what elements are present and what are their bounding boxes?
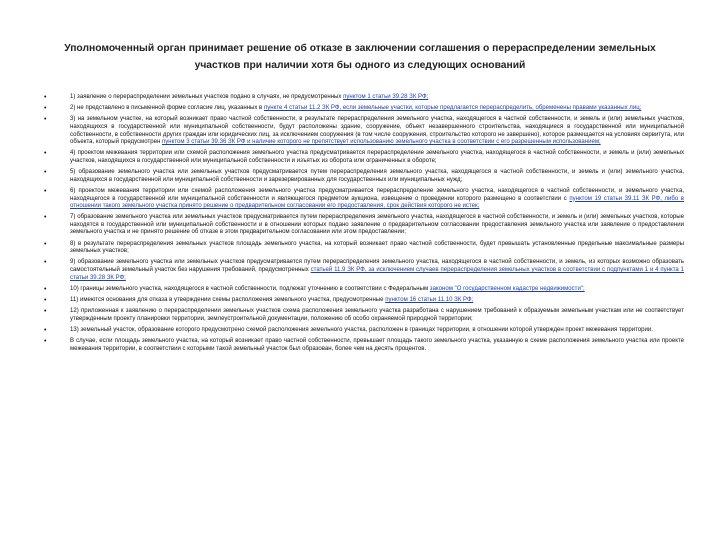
item-text: 13) земельный участок, образование которого предусмотрено схемой расположения земельного участка, расположен в границах территории, в отношении которой утвержден проект межевания территории. (70, 326, 653, 333)
item-text: 9) образование земельного участка или земельных участков предусматривается путем перераспределения земельного участка, находящегося в частной собственности, и земель, из которых возможно образовать самостоятельный земельный участок без нарушения требований, предусмотренных (70, 259, 684, 274)
list-item (44, 116, 684, 146)
law-link[interactable]: статьей 11.9 ЗК РФ, за исключением случаев перераспределения земельных участков в соответствии с подпунктами 1 и 4 пункта 1 статьи 39.28 ЗК РФ; (70, 267, 684, 281)
law-link[interactable]: пункте 4 статьи 11.2 ЗК РФ, если земельные участки, которые предлагается перераспределить, обременены правами указанных лиц; (263, 105, 642, 112)
item-text: В случае, если площадь земельного участка, на который возникает право частной собственности, превышает площадь такого земельного участка, указанную в схеме расположения земельного участка или проекте межевания территории, в соответствии с которыми такой земельный участок был образован, более чем на десять процентов. (70, 338, 684, 352)
list-item (44, 338, 684, 353)
item-text: 7) образование земельного участка или земельных участков предусматривается путем перераспределения земельного участка, находящегося в частной собственности, и земель и (или) земельных участков, которые находятся в государственной или муниципальной собственности и в отношении которых подано заявление о предварительном согласовании предоставления земельного участка или заявление о предоставлении земельного участка и не принято решение об отказе в этом предварительном согласовании или этом предоставлении; (70, 214, 684, 236)
list-item (44, 150, 684, 165)
list-item (44, 188, 684, 211)
list-item (44, 327, 684, 335)
law-link[interactable]: пунктом 1 статьи 39.28 ЗК РФ; (343, 94, 429, 100)
list-item (44, 169, 684, 184)
list-item (44, 214, 684, 237)
item-text: 1) заявление о перераспределении земельных участков подано в случаях, не предусмотренных (70, 94, 344, 100)
item-text: 4) проектом межевания территории или схемой расположения земельного участка предусматривается перераспределение земельного участка, находящегося в частной собственности, и земель и (или) земельных участков, находящихся в государственной или муниципальной собственности и изъятых из оборота или ограниченных в обороте; (70, 150, 684, 164)
list-item (44, 105, 684, 113)
title-line-1: Уполномоченный орган принимает решение об отказе в заключении соглашения о перераспределении земельных (64, 43, 656, 54)
title-line-2: участков при наличии хотя бы одного из следующих оснований (194, 60, 526, 71)
grounds-list (44, 94, 684, 357)
item-text: 12) приложенная к заявлению о перераспределении земельных участков схема расположения земельного участка разработана с нарушением требований к образуемым земельным участкам или не соответствует утвержденным проекту планировки территории, землеустроительной документации, положению об особо охраняемой природной территории; (70, 308, 684, 322)
item-text: 5) образование земельного участка или земельных участков предусматривается путем перераспределения земельного участка, находящегося в частной собственности, и земель и (или) земельного участка, находящихся в государственной или муниципальной собственности и зарезервированных для государственных или муниципальных нужд; (70, 169, 684, 183)
item-text: 10) границы земельного участка, находящегося в частной собственности, подлежат уточнению в соответствии с Федеральным (70, 285, 430, 292)
law-link[interactable]: пунктом 3 статьи 39.36 ЗК РФ и наличие которого не препятствует использованию земельного участка в соответствии с его разрешенным использованием; (161, 139, 601, 146)
list-item (44, 308, 684, 323)
item-text: 2) не представлено в письменной форме согласие лиц, указанных в (70, 105, 264, 112)
list-item (44, 297, 684, 305)
item-text: 8) в результате перераспределения земельных участков площадь земельного участка, на который возникает право частной собственности, будет превышать установленные предельные максимальные размеры земельных участков; (70, 240, 684, 255)
item-text: 6) проектом межевания территории или схемой расположения земельного участка предусматривается перераспределение земельного участка, находящегося в частной собственности, и земельного участка, находящегося в государственной или муниципальной собственности и являющегося предметом аукциона, извещение о проведении которого размещено в соответствии с (70, 187, 684, 202)
item-text: 3) на земельном участке, на который возникает право частной собственности, в результате перераспределения земельного участка, находящегося в частной собственности, и земель и (или) земельных участков, находящихся в государственной или муниципальной собственности, будут расположены здание, сооружение, объект незавершенного строительства, находящиеся в государственной или муниципальной собственности, в собственности других граждан или юридических лиц, за исключением сооружения (в том числе сооружения, строительство которого не завершено), которое размещается на условиях сервитута, или объекта, который предусмотрен (70, 116, 684, 146)
list-item (44, 286, 684, 294)
list-item (44, 259, 684, 282)
item-text: 11) имеются основания для отказа в утверждении схемы расположения земельного участка, предусмотренные (70, 297, 386, 303)
list-item (44, 94, 684, 102)
law-link[interactable]: пунктом 16 статьи 11.10 ЗК РФ; (385, 297, 474, 303)
list-item (44, 241, 684, 256)
law-link[interactable]: законом "О государственном кадастре недвижимости"; (429, 285, 585, 292)
law-link[interactable]: пунктом 19 статьи 39.11 ЗК РФ, либо в отношении такого земельного участка принято решение о предварительном согласовании его предоставления, срок действия которого не истек; (70, 195, 684, 210)
page-title (40, 40, 680, 74)
